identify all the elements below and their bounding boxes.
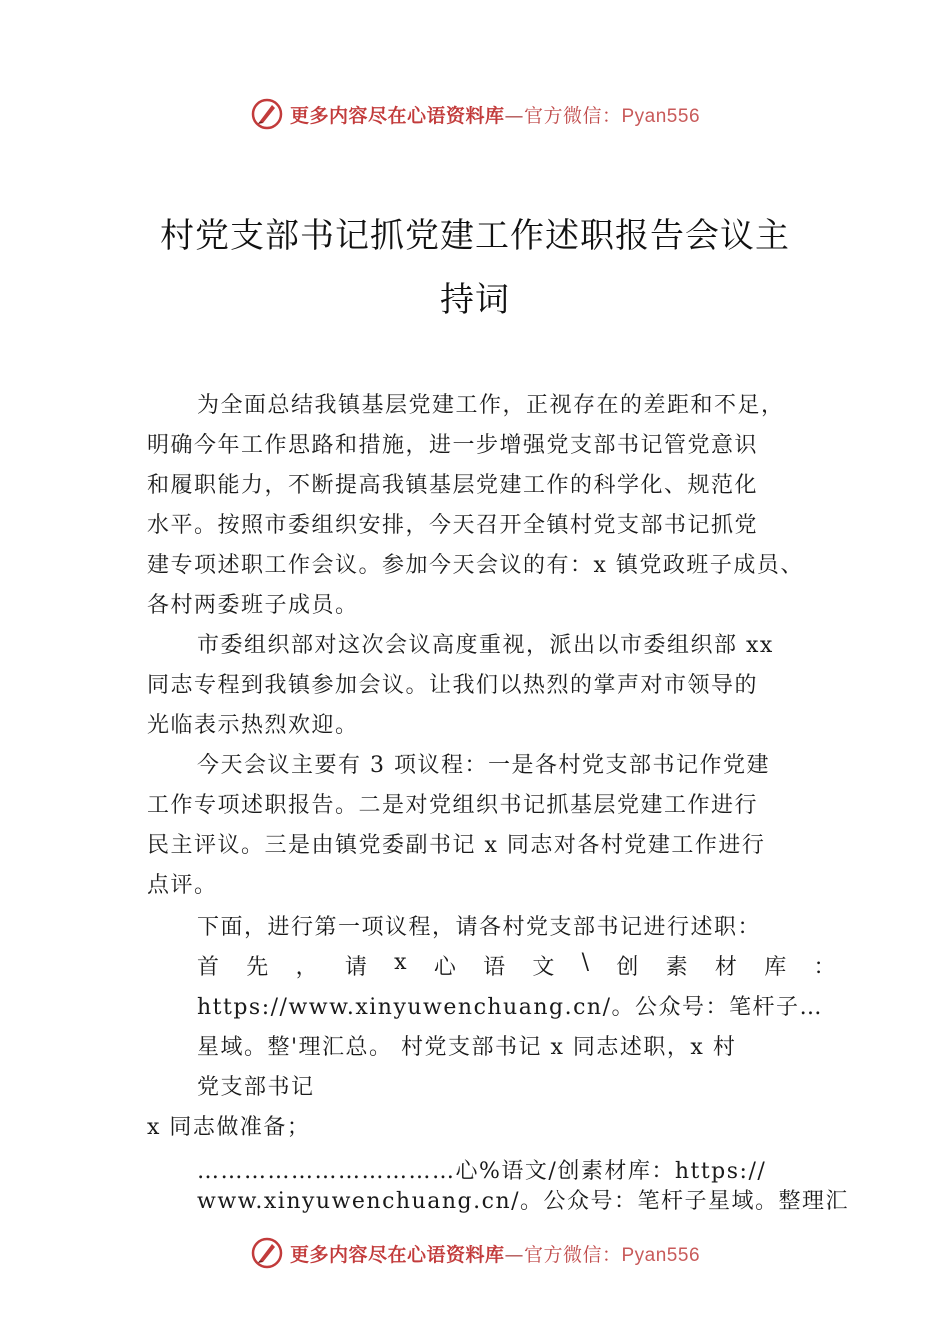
text-line: 为全面总结我镇基层党建工作，正视存在的差距和不足，: [197, 393, 785, 418]
text-line-url: www.xinyuwenchuang.cn/。公众号：笔杆子星域。整理汇: [197, 1189, 850, 1214]
spread-char: 首: [197, 955, 221, 980]
banner-separator: —: [504, 1243, 524, 1266]
text-line: 今天会议主要有 3 项议程：一是各村党支部书记作党建: [197, 753, 770, 778]
header-banner: [0, 94, 950, 134]
text-line: 党支部书记: [197, 1075, 315, 1100]
text-line: 建专项述职工作会议。参加今天会议的有：x 镇党政班子成员、: [147, 553, 804, 578]
text-line: x 同志做准备；: [147, 1115, 311, 1140]
brush-logo-icon: [250, 97, 284, 131]
brush-logo-icon: [250, 1236, 284, 1270]
text-line-spread: [197, 950, 837, 981]
text-line: 同志专程到我镇参加会议。让我们以热烈的掌声对市领导的: [147, 673, 759, 698]
text-line: ……………………………心%语文/创素材库：https://: [197, 1159, 767, 1184]
text-line: 明确今年工作思路和措施，进一步增强党支部书记管党意识: [147, 433, 759, 458]
banner-label: 官方微信：: [523, 1243, 622, 1266]
text-line: 点评。: [147, 873, 218, 898]
spread-char: 材: [714, 955, 739, 980]
spread-char: x: [394, 950, 409, 975]
text-line: 和履职能力，不断提高我镇基层党建工作的科学化、规范化: [147, 473, 759, 498]
spread-char: 先: [246, 955, 270, 980]
text-line: 星域。整'理汇总。 村党支部书记 x 同志述职，x 村: [197, 1035, 737, 1060]
text-line: 各村两委班子成员。: [147, 593, 359, 618]
spread-char: 素: [665, 955, 690, 980]
banner-wechat-id: Pyan556: [621, 1244, 701, 1266]
text-line: 民主评议。三是由镇党委副书记 x 同志对各村党建工作进行: [147, 833, 766, 858]
banner-brand: 更多内容尽在心语资料库: [289, 104, 505, 127]
document-title-line-1: 村党支部书记抓党建工作述职报告会议主: [160, 216, 790, 256]
spread-char: 语: [483, 955, 507, 980]
footer-banner: [0, 1233, 950, 1273]
text-line: 市委组织部对这次会议高度重视，派出以市委组织部 xx: [197, 633, 774, 658]
banner-wechat-id: Pyan556: [621, 105, 701, 127]
banner-text: [290, 101, 700, 128]
text-line: 水平。按照市委组织安排，今天召开全镇村党支部书记抓党: [147, 513, 759, 538]
banner-label: 官方微信：: [523, 104, 622, 127]
text-line: 光临表示热烈欢迎。: [147, 713, 359, 738]
spread-char: \: [581, 950, 591, 975]
spread-char: ，: [295, 955, 320, 980]
spread-char: 文: [532, 955, 556, 980]
text-line-url: https://www.xinyuwenchuang.cn/。公众号：笔杆子…: [197, 995, 823, 1020]
banner-brand: 更多内容尽在心语资料库: [289, 1243, 505, 1266]
spread-char: ：: [813, 955, 837, 980]
spread-char: 请: [344, 955, 369, 980]
document-title-line-2: 持词: [440, 280, 510, 320]
spread-char: 库: [764, 955, 788, 980]
banner-separator: —: [504, 104, 524, 127]
banner-text: [290, 1240, 700, 1267]
spread-char: 创: [616, 955, 640, 980]
text-line: 下面，进行第一项议程，请各村党支部书记进行述职：: [197, 915, 762, 940]
text-line: 工作专项述职报告。二是对党组织书记抓基层党建工作进行: [147, 793, 759, 818]
spread-char: 心: [433, 955, 458, 980]
